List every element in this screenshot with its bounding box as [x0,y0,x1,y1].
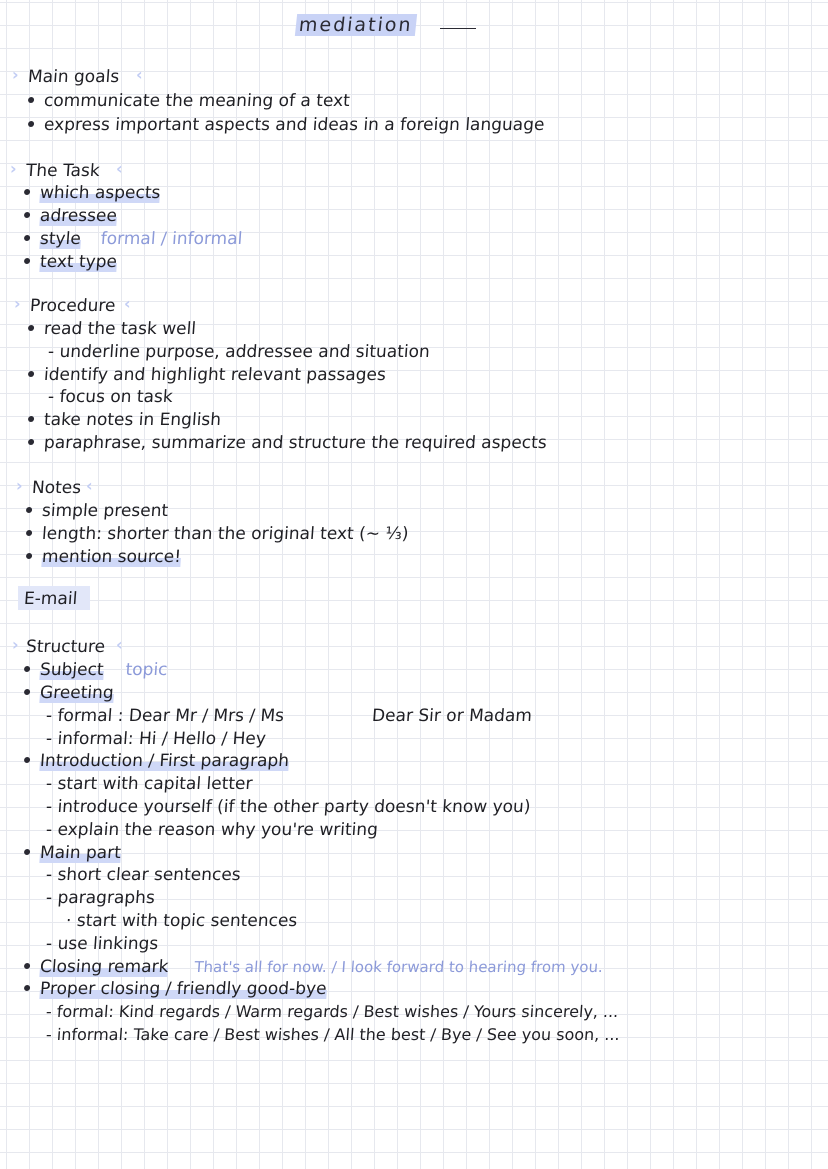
goodbye-formal: - formal: Kind regards / Warm regards / Best wishes / Yours sincerely, ... [45,1002,620,1021]
bullet-icon [24,666,30,672]
structure-heading: Structure [25,637,106,657]
bullet-icon [24,258,30,264]
bullet-icon [24,963,30,969]
main-subitem: - use linkings [45,934,159,954]
main-subitem: - short clear sentences [45,865,242,885]
notes-item: mention source! [25,546,182,568]
structure-item-main: Main part [23,842,121,864]
bullet-icon [24,985,30,991]
intro-subitem: - explain the reason why you're writing [45,820,379,840]
bullet-icon [24,757,30,763]
notes-heading: Notes [31,478,82,498]
greeting-informal: - informal: Hi / Hello / Hey [45,729,267,749]
bullet-icon [28,371,34,377]
task-item: style formal / informal [23,228,243,250]
procedure-item: identify and highlight relevant passages [27,364,386,386]
intro-subitem: - start with capital letter [45,774,254,794]
main-goals-item: communicate the meaning of a text [27,90,350,112]
bullet-icon [26,507,32,513]
heading-marker-left: › [16,476,23,495]
bullet-icon [28,439,34,445]
bullet-icon [24,212,30,218]
main-subsubitem: · start with topic sentences [65,911,298,931]
heading-marker-left: › [10,159,17,178]
procedure-item: take notes in English [27,409,222,431]
bullet-icon [24,849,30,855]
heading-marker-left: › [12,65,19,84]
bullet-icon [28,97,34,103]
bullet-icon [24,189,30,195]
title-rule-right [440,28,476,29]
notes-item: length: shorter than the original text (~ ⅓) [25,523,409,545]
structure-item-subject: Subject topic [23,659,168,681]
procedure-subitem: - focus on task [47,387,174,407]
procedure-heading: Procedure [29,296,117,316]
heading-marker-left: › [12,635,19,654]
task-item: adressee [23,205,117,227]
bullet-icon [24,689,30,695]
bullet-icon [28,416,34,422]
bullet-icon [28,325,34,331]
structure-item-greeting: Greeting [23,682,114,704]
procedure-item: paraphrase, summarize and structure the required aspects [27,432,547,454]
heading-marker-right: ‹ [116,159,123,178]
task-item: which aspects [23,182,161,204]
structure-item-closing: Closing remark That's all for now. / I look forward to hearing from you. [23,956,603,978]
structure-item-goodbye: Proper closing / friendly good-bye [23,978,327,1000]
structure-item-intro: Introduction / First paragraph [23,750,290,772]
bullet-icon [26,530,32,536]
task-item: text type [23,251,117,273]
bullet-icon [28,121,34,127]
page-title: mediation [295,14,417,36]
heading-marker-right: ‹ [116,635,123,654]
procedure-subitem: - underline purpose, addressee and situation [47,342,431,362]
procedure-item: read the task well [27,318,197,340]
notes-item: simple present [25,500,169,522]
main-goals-heading: Main goals [27,67,120,87]
main-subitem: - paragraphs [45,888,156,908]
bullet-icon [24,235,30,241]
heading-marker-right: ‹ [136,65,143,84]
greeting-formal-alt: Dear Sir or Madam [371,706,533,726]
heading-marker-right: ‹ [86,476,93,495]
main-goals-item: express important aspects and ideas in a foreign language [27,114,545,136]
heading-marker-left: › [14,294,21,313]
email-label: E-mail [23,589,79,609]
heading-marker-right: ‹ [124,294,131,313]
task-heading: The Task [25,161,101,181]
greeting-formal: - formal : Dear Mr / Mrs / Ms [45,706,285,726]
goodbye-informal: - informal: Take care / Best wishes / All the best / Bye / See you soon, ... [45,1025,621,1044]
intro-subitem: - introduce yourself (if the other party doesn't know you) [45,797,532,817]
bullet-icon [26,553,32,559]
